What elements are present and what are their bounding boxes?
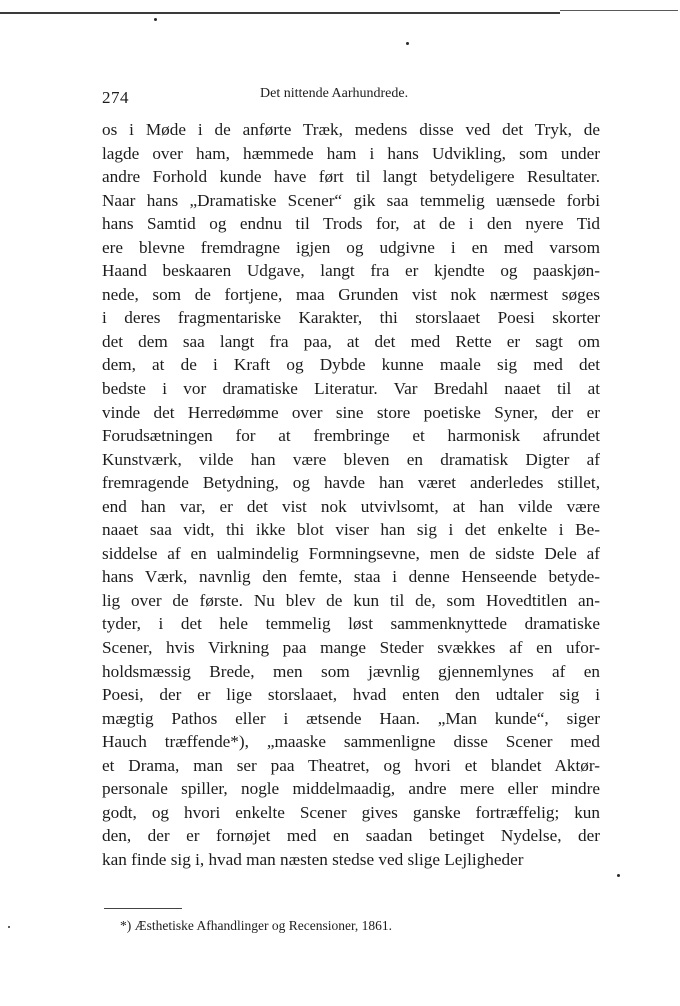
text-line: ere blevne fremdragne igjen og udgivne i en med varsom xyxy=(102,237,600,257)
text-line: end han var, er det vist nok utvivlsomt, at han vilde være xyxy=(102,496,600,516)
footnote-rule xyxy=(104,908,182,909)
scan-speck xyxy=(154,18,157,21)
text-line: Naar hans „Dramatiske Scener“ gik saa temmelig uænsede forbi xyxy=(102,190,600,210)
text-line: den, der er fornøjet med en saadan betinget Nydelse, der xyxy=(102,826,600,846)
text-line: tyder, i det hele temmelig løst sammenknyttede dramatiske xyxy=(102,614,600,634)
running-head: Det nittende Aarhundrede. xyxy=(260,86,409,101)
text-line: naaet saa vidt, thi ikke blot viser han sig i det enkelte i Be- xyxy=(102,520,600,540)
text-line: vinde det Herredømme over sine store poetiske Syner, der er xyxy=(102,402,600,422)
text-line: mægtig Pathos eller i ætsende Haan. „Man kunde“, siger xyxy=(102,708,600,728)
text-line: Kunstværk, vilde han være bleven en dramatisk Digter af xyxy=(102,449,600,469)
text-line: godt, og hvori enkelte Scener gives ganske fortræffelig; kun xyxy=(102,802,600,822)
text-line: Scener, hvis Virkning paa mange Steder svækkes af en ufor- xyxy=(102,638,600,658)
text-line: dem, at de i Kraft og Dybde kunne maale sig med det xyxy=(102,355,600,375)
text-line: Forudsætningen for at frembringe et harmonisk afrundet xyxy=(102,426,600,446)
text-line: hans Værk, navnlig den femte, staa i denne Henseende betyde- xyxy=(102,567,600,587)
text-line: os i Møde i de anførte Træk, medens disse ved det Tryk, de xyxy=(102,120,600,139)
text-line: holdsmæssig Brede, men som jævnlig gjennemlynes af en xyxy=(102,661,600,681)
body-text xyxy=(102,118,600,872)
text-line: bedste i vor dramatiske Literatur. Var Bredahl naaet til at xyxy=(102,379,600,399)
page-number: 274 xyxy=(102,88,129,107)
scan-speck xyxy=(406,42,409,45)
text-line: Hauch træffende*), „maaske sammenligne disse Scener med xyxy=(102,732,600,752)
scan-speck xyxy=(617,874,620,877)
text-line: fremragende Betydning, og havde han været anderledes stillet, xyxy=(102,473,600,493)
scan-speck xyxy=(8,926,10,928)
text-line: personale spiller, nogle middelmaadig, andre mere eller mindre xyxy=(102,779,600,799)
text-line: hans Samtid og endnu til Trods for, at de i den nyere Tid xyxy=(102,214,600,234)
footnote: *) Æsthetiske Afhandlinger og Recensioner, 1861. xyxy=(120,918,393,933)
text-line: kan finde sig i, hvad man næsten stedse ved slige Lejligheder xyxy=(102,849,524,869)
scan-edge-rule xyxy=(0,12,560,14)
text-line: andre Forhold kunde have ført til langt betydeligere Resultater. xyxy=(102,167,600,187)
text-line: det dem saa langt fra paa, at det med Rette er sagt om xyxy=(102,331,600,351)
text-line: Poesi, der er lige storslaaet, hvad enten den udtaler sig i xyxy=(102,685,600,705)
text-line: siddelse af en ualmindelig Formningsevne, men de sidste Dele af xyxy=(102,543,600,563)
text-line: lig over de første. Nu blev de kun til de, som Hovedtitlen an- xyxy=(102,590,600,610)
text-line: lagde over ham, hæmmede ham i hans Udvikling, som under xyxy=(102,143,600,163)
text-line: nede, som de fortjene, maa Grunden vist nok nærmest søges xyxy=(102,284,600,304)
text-line: i deres fragmentariske Karakter, thi storslaaet Poesi skorter xyxy=(102,308,600,328)
text-line: Haand beskaaren Udgave, langt fra er kjendte og paaskjøn- xyxy=(102,261,600,281)
scan-edge-rule-thin xyxy=(560,10,678,11)
text-line: et Drama, man ser paa Theatret, og hvori et blandet Aktør- xyxy=(102,755,600,775)
